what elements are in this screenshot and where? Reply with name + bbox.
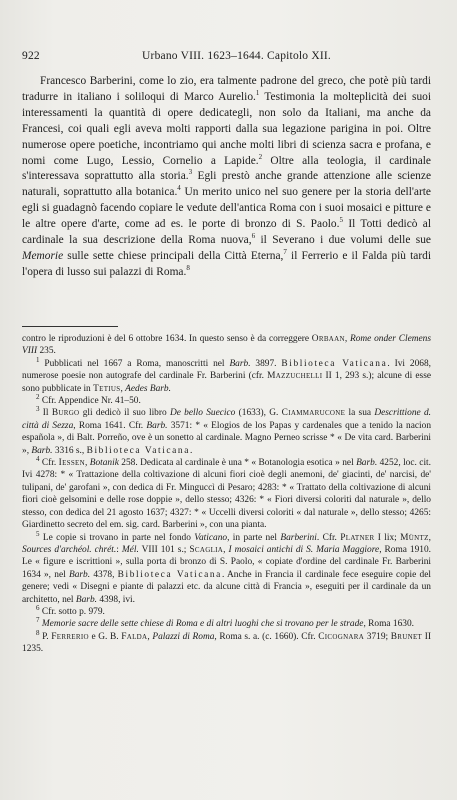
footnote-number: 5 bbox=[36, 529, 40, 538]
footnote-text: 3571: * « Elogios de los Papas y cardenales que a tenido la nacion española », di Balt. Porreño, ove è un sonetto al cardinale. Magno Perneo scrisse * « De vita card. Barberini », bbox=[22, 420, 432, 456]
archive-fund: Barberini bbox=[280, 532, 317, 543]
book-title: Palazzi di Roma bbox=[152, 631, 215, 642]
library-name: Biblioteca Vaticana bbox=[117, 569, 222, 580]
footnote-text: , bbox=[120, 383, 126, 394]
footnote-1 bbox=[22, 355, 432, 395]
footnote-text: Cfr. sotto p. 979. bbox=[39, 606, 105, 617]
author-name: Tetius bbox=[93, 383, 121, 394]
footnote-text: Pubblicati nel 1667 a Roma, manoscritti nel bbox=[39, 358, 230, 369]
author-name: Platner bbox=[340, 532, 375, 543]
body-sentence: Egli prestò anche grande attenzione alle scienze naturali, soprattutto alla botanica. bbox=[22, 170, 431, 199]
footnote-text: , bbox=[223, 544, 229, 555]
archive-fund: Vaticano bbox=[194, 532, 228, 543]
footnote-ref: 1 bbox=[255, 89, 260, 98]
footnote-2 bbox=[22, 392, 431, 407]
footnote-number: 4 bbox=[36, 454, 40, 463]
author-name: Cicognara bbox=[318, 631, 365, 642]
footnote-number: 1 bbox=[36, 355, 40, 364]
footnote-text: 3316 s., bbox=[52, 445, 87, 456]
footnote-text: , bbox=[147, 631, 153, 642]
author-name: Mazzuchelli bbox=[267, 371, 323, 382]
footnote-text: , bbox=[84, 458, 90, 469]
book-title: Mél. bbox=[121, 544, 139, 555]
book-title: Memorie bbox=[22, 249, 64, 262]
shelfmark: Barb. bbox=[229, 358, 251, 369]
body-sentence: Un merito unico nel suo genere per la storia dell'arte egli si guadagnò facendo copiare le vedute dell'antica Roma con i suoi mosaici e pitture e le altre opere d'arte, come ad es. le porte di bronzo di S. Paolo. bbox=[22, 186, 431, 231]
footnote-text: II 1, 293 s.); alcune di esse sono pubblicate in bbox=[22, 371, 431, 394]
book-title: Aedes Barb. bbox=[125, 383, 171, 394]
book-title: De bello Suecico bbox=[169, 408, 236, 419]
running-title: Urbano VIII. 1623–1644. Capitolo XII. bbox=[142, 50, 331, 62]
body-paragraph bbox=[22, 74, 431, 281]
footnote-number: 7 bbox=[36, 616, 40, 625]
footnote-text: 3719; bbox=[364, 631, 391, 642]
footnote-ref: 6 bbox=[251, 232, 256, 241]
footnote-8 bbox=[22, 628, 432, 656]
footnote-text: Le copie si trovano in parte nel fondo bbox=[39, 532, 195, 543]
footnote-text: , in parte nel bbox=[227, 532, 281, 543]
shelfmark: Barb. bbox=[146, 420, 168, 431]
shelfmark: Barb. bbox=[356, 458, 378, 469]
footnote-ref: 8 bbox=[186, 264, 190, 273]
footnote-5 bbox=[22, 529, 432, 606]
footnote-text: contro le riproduzioni è del 6 ottobre 1634. In questo senso è da correggere bbox=[22, 334, 312, 344]
footnote-text: gli dedicò il suo libro bbox=[79, 408, 170, 419]
footnote-text: . Ivi 2068, numerose poesie non autografe del cardinale Fr. Barberini (cfr. bbox=[22, 358, 432, 382]
author-name: Ferrerio bbox=[51, 631, 89, 642]
body-sentence: il Severano i due volumi delle sue bbox=[255, 234, 431, 247]
author-name: Brunet bbox=[390, 631, 423, 642]
author-name: Orbaan bbox=[311, 334, 345, 344]
author-name: Müntz bbox=[400, 532, 429, 543]
body-sentence: sulle sette chiese principali della Città Eterna, bbox=[63, 249, 284, 262]
footnote-number: 6 bbox=[36, 603, 40, 612]
footnote-text: 4378, bbox=[90, 569, 118, 580]
shelfmark: Barb. bbox=[68, 569, 91, 580]
footnote-text: , Roma 1641. Cfr. bbox=[73, 420, 147, 431]
footnote-4 bbox=[22, 454, 431, 531]
footnote-ref: 2 bbox=[258, 152, 263, 161]
main-text bbox=[22, 74, 431, 281]
author-name: Scaglia bbox=[189, 544, 224, 555]
footnote-text: , Roma s. a. (c. 1660). Cfr. bbox=[214, 631, 319, 642]
shelfmark: Barb. bbox=[31, 445, 53, 456]
author-name: Falda bbox=[121, 631, 148, 642]
footnote-number: 3 bbox=[36, 405, 40, 414]
footnote-text: I lix; bbox=[374, 532, 401, 543]
author-name: Iessen bbox=[58, 458, 85, 469]
footnote-ref: 5 bbox=[339, 216, 343, 225]
author-name: Burgo bbox=[51, 408, 80, 419]
footnote-text: (1633), G. bbox=[235, 408, 282, 419]
book-title: I mosaici antichi di S. Maria Maggiore bbox=[228, 544, 380, 555]
book-title: Botanik bbox=[89, 458, 119, 469]
footnote-ref: 7 bbox=[283, 248, 287, 257]
footnote-text: e G. B. bbox=[88, 631, 122, 642]
footnote-text: : bbox=[116, 544, 122, 555]
body-sentence: Francesco Barberini, come lo zio, era talmente padrone del greco, che potè più tardi tradurre in italiano i soliloqui di Marco Aurelio. bbox=[22, 75, 431, 103]
footnotes bbox=[22, 333, 431, 656]
footnote-text: 3897. bbox=[250, 358, 282, 369]
footnote-text: . bbox=[189, 445, 193, 456]
footnote-text: Il bbox=[39, 408, 52, 419]
footnote-continuation bbox=[22, 333, 431, 358]
running-header bbox=[22, 50, 431, 66]
footnote-text: la sua bbox=[345, 408, 375, 419]
footnote-text: . Anche in Francia il cardinale fece eseguire copie del genere; vedi « Disegni e piante di palazzi etc. da alcune città di Francia », eseguiti per il cardinale da un architetto, nel bbox=[22, 569, 432, 605]
library-name: Biblioteca Vaticana bbox=[86, 445, 190, 456]
footnote-text: . Cfr. bbox=[316, 532, 341, 543]
body-sentence: Testimonia la molteplicità dei suoi interessamenti la quantità di opere dedicategli, non solo da Italiani, ma anche da Francesi, coi quali egli aveva molti rapporti dalla sua legazione parigina in poi. Oltre numerose opere poetiche, incontriamo qui anche molti libri di scienza sacra e profana, e nomi come Lugo, Lessio, Cornelio a Lapide. bbox=[22, 90, 432, 167]
footnote-text: 258. Dedicata al cardinale è una * « Botanologia esotica » nel bbox=[118, 458, 357, 469]
body-sentence: il Ferrerio e il Falda più tardi l'opera di lusso sui palazzi di Roma. bbox=[22, 249, 431, 278]
book-title: Rome onder Clemens VIII bbox=[22, 334, 431, 357]
footnote-text: Cfr. bbox=[39, 458, 59, 469]
body-sentence: Il Totti dedicò al cardinale la sua descrizione della Roma nuova, bbox=[22, 218, 432, 247]
page-number: 922 bbox=[22, 50, 40, 62]
body-sentence: Oltre alla teologia, il cardinale s'interessava soprattutto alla storia. bbox=[22, 154, 431, 183]
footnote-text: , Roma 1630. bbox=[363, 619, 415, 630]
footnote-text: P. bbox=[39, 631, 52, 642]
footnote-ref: 3 bbox=[188, 168, 193, 177]
footnote-rule bbox=[22, 326, 118, 327]
footnote-3 bbox=[22, 407, 431, 457]
footnote-text: 235. bbox=[37, 346, 56, 357]
footnote-7 bbox=[22, 618, 431, 630]
footnote-text: II 1235. bbox=[22, 631, 432, 655]
footnote-ref: 4 bbox=[177, 184, 181, 193]
footnote-text: , bbox=[344, 334, 350, 344]
book-title: Descrittione d. città di Sezza bbox=[22, 408, 431, 431]
book-title: Sources d'archéol. chrét. bbox=[22, 544, 117, 555]
author-name: Ciammarucone bbox=[281, 408, 346, 419]
footnote-text: , bbox=[428, 532, 431, 543]
footnote-text: 4252, loc. cit. Ivi 4278: * « Trattazione della coltivazione di alcuni fiori cioè degli anemoni, de' giacinti, de' narcisi, de' tulipani, de' garofani », con dedica di Fr. Minguccì di Pesaro; 4283: * « Trattato della coltivazione di alcuni fiori cioè gelsomini e delle rose doppie », dello stesso; 4326: * « Fiori diversi coloriti dal naturale », dello stesso, con dedica del 21 agosto 1637; 4327: * « Uccelli diversi coloriti « dal naturale », dello stesso; 4265: Giardinetto secreto del em. sig. card. Barberini », con una pianta. bbox=[22, 458, 431, 531]
footnote-text: , Roma 1910. Le « figure e iscrittioni », sulla porta di bronzo di S. Paolo, « copiate d'ordine del cardinale Fr. Barberini 1634 », nel bbox=[22, 544, 432, 580]
footnote-number: 8 bbox=[36, 628, 40, 637]
footnote-number: 2 bbox=[36, 392, 40, 401]
book-title: Memorie sacre delle sette chiese di Roma e di altri luoghi che si trovano per le strade bbox=[41, 619, 364, 630]
library-name: Biblioteca Vaticana bbox=[281, 358, 388, 369]
shelfmark: Barb. bbox=[75, 594, 97, 605]
footnote-6 bbox=[22, 603, 431, 618]
footnote-text: 4398, ivi. bbox=[96, 594, 136, 605]
footnote-text: VIII 101 s.; bbox=[138, 544, 190, 555]
footnote-text: Cfr. Appendice Nr. 41–50. bbox=[39, 396, 141, 407]
